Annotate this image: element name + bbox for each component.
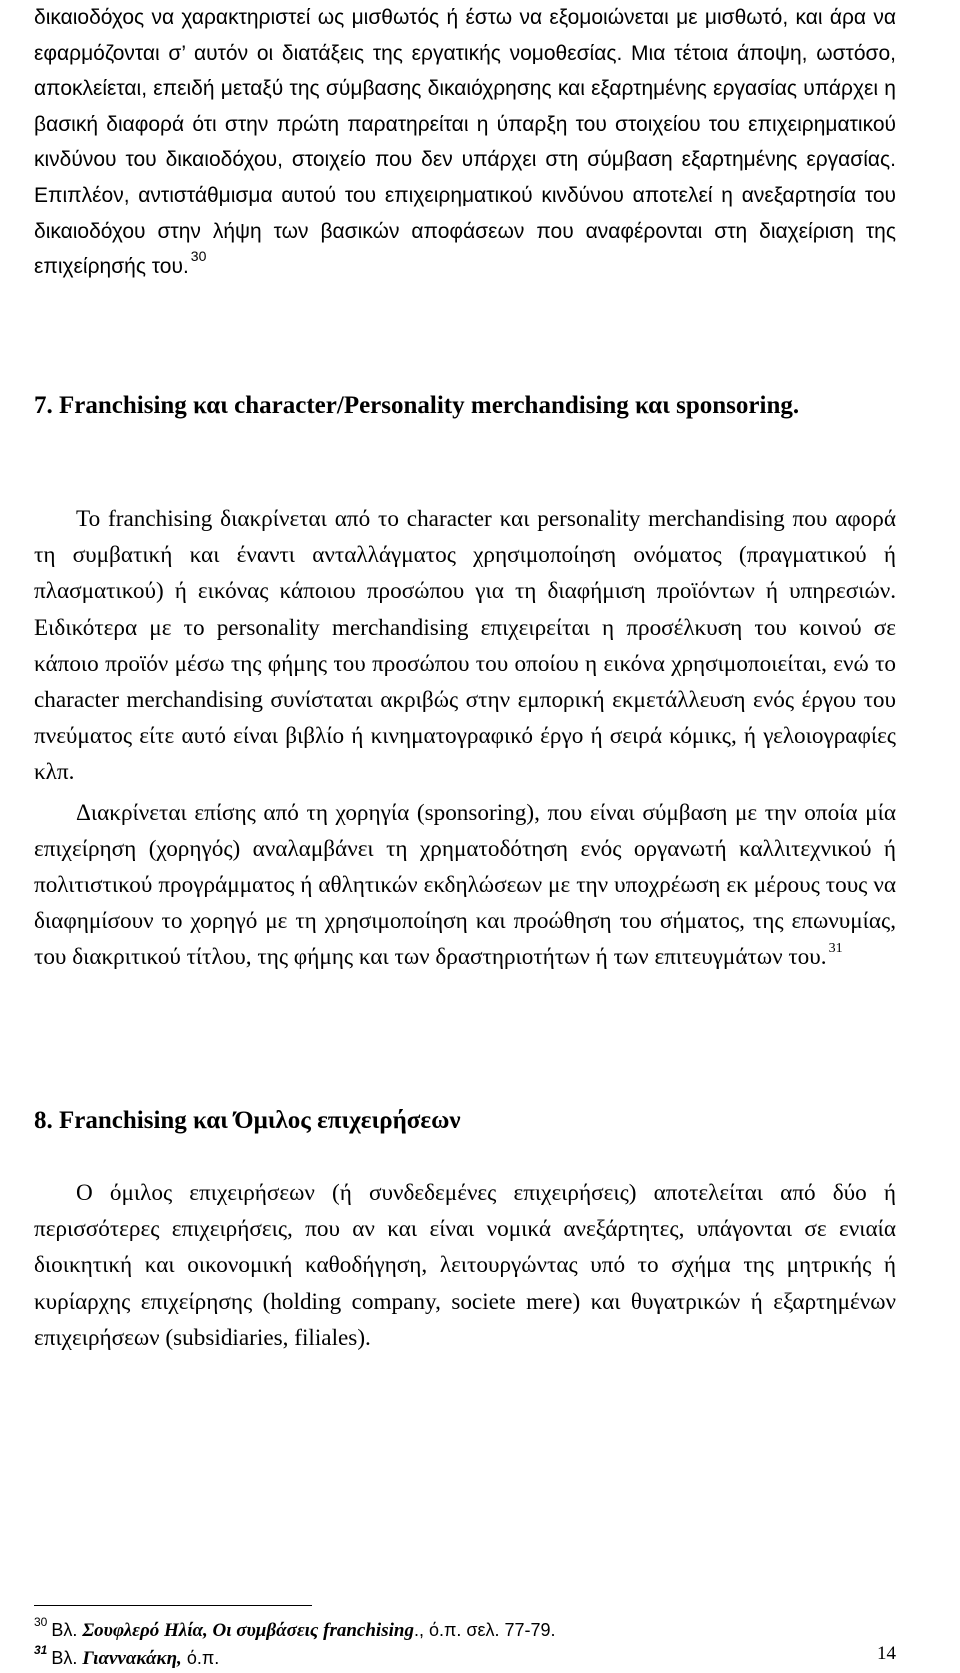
footnote-number: 30 [34,1615,48,1630]
section-7-paragraph-1: Το franchising διακρίνεται από το character και personality merchandising που αφορά τη συμβατική και έναντι ανταλλάγματος χρησιμοποίηση ονόματος (πραγματικού ή πλασματικού) ή εικόνας κάποιου προσώπου για τη διαφήμιση προϊόντων ή υπηρεσιών. Ειδικότερα με το personality merchandising επιχειρείται η προσέλκυση του κοινού σε κάποιο προϊόν μέσω της φήμης του προσώπου του οποίου η εικόνα χρησιμοποιείται, ενώ το character merchandising συνίσταται ακριβώς στην εμπορική εκμετάλλευση ενός έργου του πνεύματος είτε αυτό είναι βιβλίο ή κινηματογραφικό έργο ή σειρά κόμικς, ή γελοιογραφίες κλπ. [34,506,896,786]
body-paragraph-top: δικαιοδόχος να χαρακτηριστεί ως μισθωτός ή έστω να εξομοιώνεται με μισθωτό, και άρα να εφαρμόζονται σ’ αυτόν οι διατάξεις της εργατικής νομοθεσίας. Μια τέτοια άποψη, ωστόσο, αποκλείεται, επειδή μεταξύ της σύμβασης δικαιόχρησης και εξαρτημένης εργασίας υπάρχει η βασική διαφορά ότι στην πρώτη παρατηρείται η ύπαρξη του στοιχείου του επιχειρηματικού κινδύνου του δικαιοδόχου, στοιχείο που δεν υπάρχει στη σύμβαση εξαρτημένης εργασίας. Επιπλέον, αντιστάθμισμα αυτού του επιχειρηματικού κινδύνου αποτελεί η ανεξαρτησία του δικαιοδόχου στην λήψη των βασικών αποφάσεων που αναφέρονται στη διαχείριση της επιχείρησής του. $^{30}$ [34,6,896,279]
footnote-suffix: ., ό.π. σελ. 77-79. [413,1620,556,1640]
footnote-reference: Γιαννακάκη, [82,1648,182,1669]
footnote-reference: Σουφλερό Ηλία, Οι συμβάσεις franchising [82,1620,414,1641]
section-7-heading: 7. Franchising και character/Personality merchandising και sponsoring. [34,392,800,419]
section-8-heading: 8. Franchising και Όμιλος επιχειρήσεων [34,1107,461,1134]
footnote-30 [34,1615,556,1643]
footnote-prefix: Βλ. [51,1620,78,1640]
footnote-number: 31 [34,1643,48,1658]
page-number: 14 [877,1643,896,1664]
footnote-divider [34,1605,312,1606]
footnote-ref-30[interactable]: 30 [190,247,207,264]
footnote-ref-31[interactable]: 31 [828,940,843,956]
section-7-paragraph-2: Διακρίνεται επίσης από τη χορηγία (sponsoring), που είναι σύμβαση με την οποία μία επιχείρηση (χορηγός) αναλαμβάνει τη χρηματοδότηση ενός οργανωτή καλλιτεχνικού ή πολιτιστικού προγράμματος ή αθλητικών εκδηλώσεων με την υποχρέωση εκ μέρους τους να διαφημίσουν το χορηγό με τη χρησιμοποίηση και προώθηση του σήματος, της επωνυμίας, του διακριτικού τίτλου, της φήμης και των δραστηριοτήτων ή των επιτευγμάτων του. $^{31}$ [34,799,896,971]
footnote-31 [34,1643,220,1671]
footnote-prefix: Βλ. [51,1648,78,1668]
section-8-paragraph-1: Ο όμιλος επιχειρήσεων (ή συνδεδεμένες επιχειρήσεις) αποτελείται από δύο ή περισσότερες επιχειρήσεις, που αν και είναι νομικά ανεξάρτητες, υπάγονται σε ενιαία διοικητική και οικονομική καθοδήγηση, λειτουργώντας υπό το σχήμα της μητρικής ή κυρίαρχης επιχείρησης (holding company, societe mere) και θυγατρικών ή εξαρτημένων επιχειρήσεων (subsidiaries, filiales). [34,1180,896,1351]
footnote-suffix: ό.π. [186,1648,220,1668]
